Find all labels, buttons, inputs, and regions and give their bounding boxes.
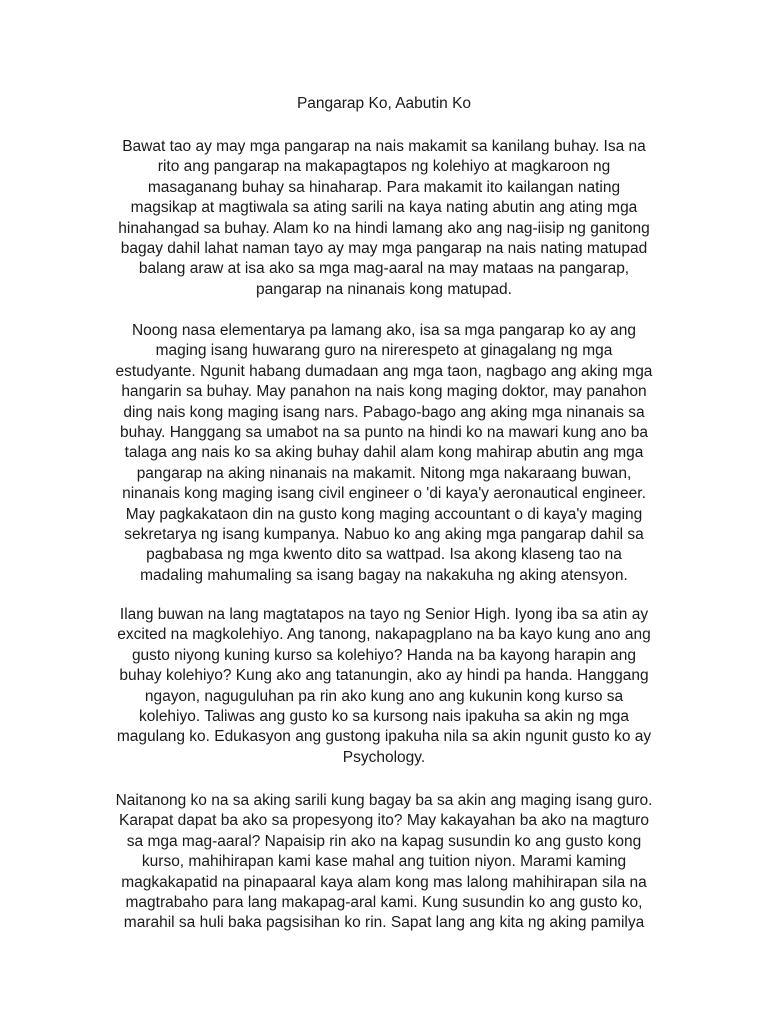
paragraph-line: gusto niyong kuning kurso sa kolehiyo? Handa na ba kayong harapin ang xyxy=(131,646,637,664)
paragraph-line: talaga ang nais ko sa aking buhay dahil alam kong mahirap abutin ang mga xyxy=(124,444,644,462)
paragraph-line: Noong nasa elementarya pa lamang ako, isa sa mga pangarap ko ay ang xyxy=(131,322,637,339)
paragraph-line: balang araw at isa ako sa mga mag-aaral na may mataas na pangarap, xyxy=(138,260,630,278)
paragraph-line: Bawat tao ay may mga pangarap na nais makamit sa kanilang buhay. Isa na xyxy=(122,138,646,155)
paragraph-line: pagbabasa ng mga kwento dito sa wattpad. Isa akong klaseng tao na xyxy=(146,546,622,564)
paragraph-1 xyxy=(84,137,684,300)
paragraph-line: Psychology. xyxy=(342,748,426,766)
paragraph-line: pangarap na aking ninanais na makamit. Nitong mga nakaraang buwan, xyxy=(136,464,632,482)
document-title: Pangarap Ko, Aabutin Ko xyxy=(296,95,472,112)
paragraph-line: Ilang buwan na lang magtatapos na tayo ng Senior High. Iyong iba sa atin ay xyxy=(119,606,649,623)
paragraph-line: masaganang buhay sa hinaharap. Para makamit ito kailangan nating xyxy=(147,178,621,196)
paragraph-line: buhay kolehiyo? Kung ako ang tatanungin, ako ay hindi pa handa. Hanggang xyxy=(119,667,649,685)
paragraph-line: madaling mahumaling sa isang bagay na nakakuha ng aking atensyon. xyxy=(140,566,628,584)
paragraph-line: sekretarya ng isang kumpanya. Nabuo ko ang aking mga pangarap dahil sa xyxy=(124,526,644,544)
paragraph-line: kurso, mahihirapan kami kase mahal ang tuition niyon. Marami kaming xyxy=(141,853,627,871)
paragraph-line: pangarap na ninanais kong matupad. xyxy=(256,280,512,298)
paragraph-line: ngayon, naguguluhan pa rin ako kung ano ang kukunin kong kurso sa xyxy=(144,687,624,705)
paragraph-3 xyxy=(84,605,684,768)
paragraph-line: excited na magkolehiyo. Ang tanong, nakapagplano na ba kayo kung ano ang xyxy=(117,626,651,644)
paragraph-line: magtrabaho para lang makapag-aral kami. Kung susundin ko ang gusto ko, xyxy=(125,894,643,912)
paragraph-line: ding nais kong maging isang nars. Pabago-bago ang aking mga ninanais sa xyxy=(123,403,645,421)
paragraph-line: Karapat dapat ba ako sa propesyong ito? May kakayahan ba ako na magturo xyxy=(119,812,649,830)
paragraph-line: maging isang huwarang guro na nirerespeto at ginagalang ng mga xyxy=(155,342,613,360)
paragraph-line: estudyante. Ngunit habang dumadaan ang mga taon, nagbago ang aking mga xyxy=(115,362,653,380)
paragraph-line: marahil sa huli baka pagsisihan ko rin. Sapat lang ang kita ng aking pamilya xyxy=(123,914,645,932)
paragraph-line: hinahangad sa buhay. Alam ko na hindi lamang ako ang nag-iisip ng ganitong xyxy=(118,219,650,237)
paragraph-line: kolehiyo. Taliwas ang gusto ko sa kursong nais ipakuha sa akin ng mga xyxy=(139,708,629,726)
paragraph-line: May pagkakataon din na gusto kong maging accountant o di kaya'y maging xyxy=(125,505,643,523)
paragraph-line: hangarin sa buhay. May panahon na nais kong maging doktor, may panahon xyxy=(121,383,647,401)
paragraph-2 xyxy=(84,321,684,586)
paragraph-line: Naitanong ko na sa aking sarili kung bagay ba sa akin ang maging isang guro. xyxy=(115,792,653,809)
paragraph-line: magsikap at magtiwala sa ating sarili na kaya nating abutin ang ating mga xyxy=(130,199,638,217)
paragraph-line: rito ang pangarap na makapagtapos ng kolehiyo at magkaroon ng xyxy=(157,158,611,176)
paragraph-line: magkakapatid na pinapaaral kaya alam kong mas lalong mahihirapan sila na xyxy=(121,873,647,891)
paragraph-line: bagay dahil lahat naman tayo ay may mga pangarap na nais nating matupad xyxy=(120,240,648,258)
paragraph-line: magulang ko. Edukasyon ang gustong ipakuha nila sa akin ngunit gusto ko ay xyxy=(116,728,652,746)
paragraph-4 xyxy=(84,791,684,934)
paragraph-line: ninanais kong maging isang civil engineer o 'di kaya'y aeronautical engineer. xyxy=(122,485,646,503)
paragraph-line: buhay. Hanggang sa umabot na sa punto na hindi ko na mawari kung ano ba xyxy=(120,424,648,442)
paragraph-line: sa mga mag-aaral? Napaisip rin ako na kapag susundin ko ang gusto kong xyxy=(126,832,642,850)
